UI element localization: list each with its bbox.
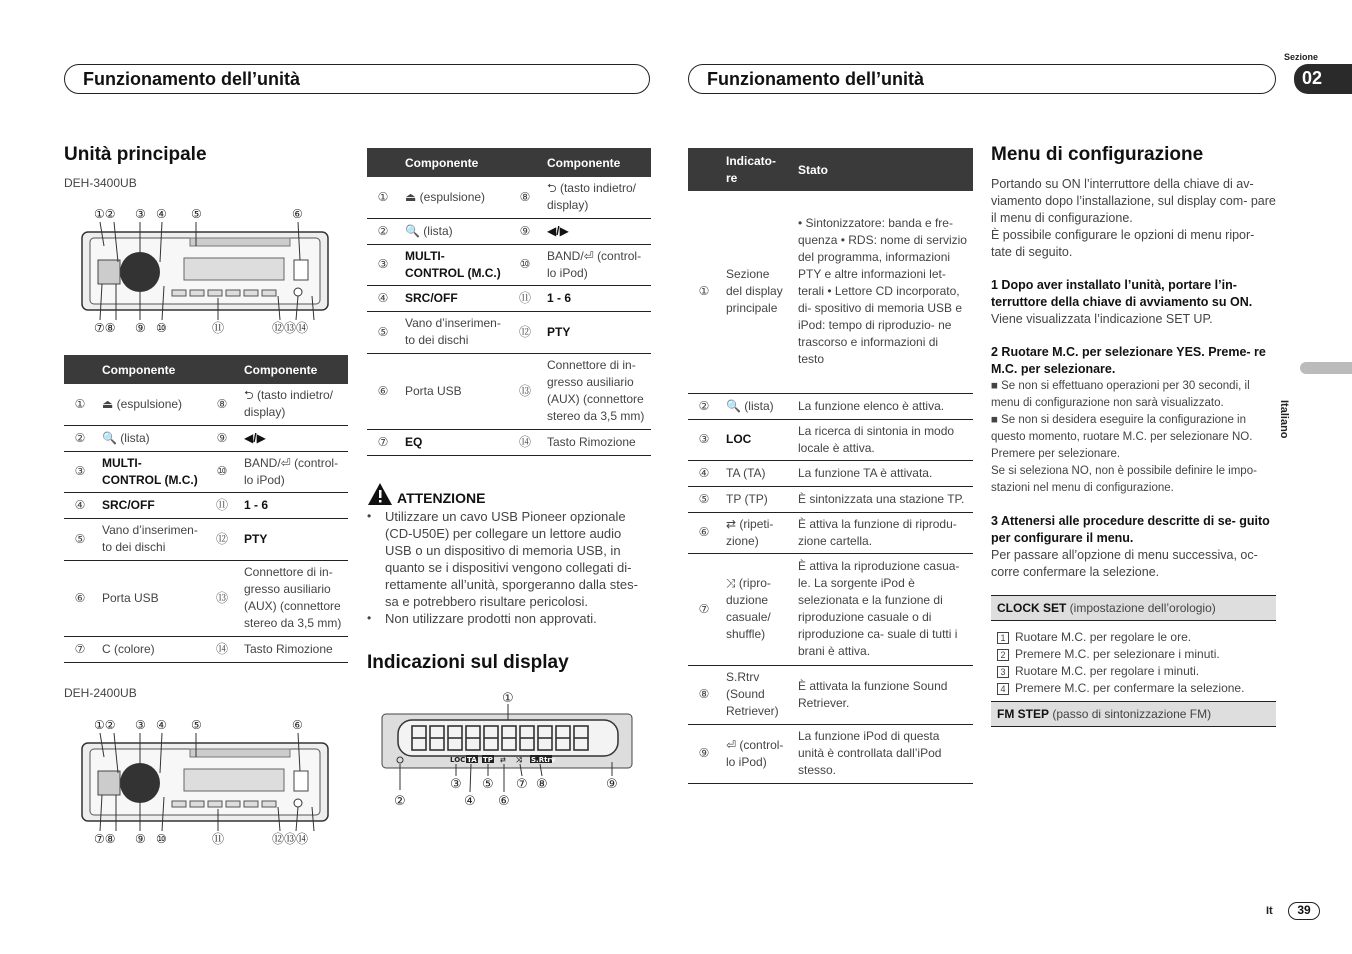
step-text: Ruotare M.C. per regolare le ore. bbox=[1015, 630, 1192, 644]
row-num: ④ bbox=[367, 285, 399, 311]
row-component: Connettore di in- gresso ausiliario (AUX) (connettore stereo da 3,5 mm) bbox=[541, 353, 651, 429]
row-component: PTY bbox=[238, 518, 348, 560]
row-num: ⑬ bbox=[509, 353, 541, 429]
language-tab-label: Italiano bbox=[1278, 400, 1290, 439]
row-num: ④ bbox=[64, 492, 96, 518]
row-state: È attiva la riproduzione casua- le. La sorgente iPod è selezionata e la funzione di riproduzione casuale o di riproduzione ca- suale di tutti i brani è attiva. bbox=[792, 553, 973, 665]
svg-text:⑫⑬⑭: ⑫⑬⑭ bbox=[272, 321, 309, 335]
table-row bbox=[688, 460, 973, 486]
table2-header-2: Componente bbox=[541, 148, 651, 177]
svg-text:⇄: ⇄ bbox=[500, 756, 506, 764]
list-item bbox=[991, 646, 1276, 663]
row-num: ⑨ bbox=[688, 724, 720, 783]
clock-set-header bbox=[991, 595, 1276, 621]
svg-text:⑫⑬⑭: ⑫⑬⑭ bbox=[272, 832, 309, 846]
svg-text:⑨: ⑨ bbox=[135, 321, 146, 335]
caution-item: • Non utilizzare prodotti non approvati. bbox=[367, 610, 651, 627]
table-row bbox=[367, 429, 651, 455]
row-num: ⑪ bbox=[509, 285, 541, 311]
svg-text:⑦⑧: ⑦⑧ bbox=[94, 321, 116, 335]
row-num: ⑥ bbox=[64, 560, 96, 636]
row-num: ⑭ bbox=[509, 429, 541, 455]
caution-title: ATTENZIONE bbox=[397, 490, 486, 506]
table-row bbox=[367, 285, 651, 311]
row-num: ⑭ bbox=[206, 636, 238, 662]
svg-text:⑪: ⑪ bbox=[212, 832, 225, 846]
page-number: 39 bbox=[1288, 902, 1320, 920]
fm-step-label: FM STEP bbox=[997, 707, 1050, 721]
svg-text:⑦: ⑦ bbox=[516, 777, 528, 792]
svg-text:S.Rtrv: S.Rtrv bbox=[531, 756, 556, 764]
row-num: ⑦ bbox=[688, 553, 720, 665]
fm-step-desc: (passo di sintonizzazione FM) bbox=[1049, 707, 1212, 721]
row-state: La ricerca di sintonia in modo locale è attiva. bbox=[792, 419, 973, 460]
svg-text:①②: ①② bbox=[94, 718, 116, 732]
row-num: ⑩ bbox=[206, 451, 238, 492]
row-num: ⑥ bbox=[367, 353, 399, 429]
row-num: ⑨ bbox=[206, 425, 238, 451]
indicator-header: Indicato- re bbox=[720, 148, 792, 191]
list-item bbox=[991, 629, 1276, 646]
indicator-table bbox=[688, 148, 973, 784]
row-state: La funzione TA è attivata. bbox=[792, 460, 973, 486]
section-number-badge: 02 bbox=[1294, 64, 1352, 94]
row-state: È attiva la funzione di riprodu- zione cartella. bbox=[792, 512, 973, 553]
fm-step-header bbox=[991, 701, 1276, 727]
row-num: ⑦ bbox=[367, 429, 399, 455]
component-table-1 bbox=[64, 355, 348, 663]
row-num: ③ bbox=[688, 419, 720, 460]
row-num: ② bbox=[64, 425, 96, 451]
row-component: 🔍 (lista) bbox=[96, 425, 206, 451]
warning-icon bbox=[367, 482, 393, 506]
setup-menu-section bbox=[991, 144, 1276, 727]
row-indicator: S.Rtrv (Sound Retriever) bbox=[720, 665, 792, 724]
table-row bbox=[688, 724, 973, 783]
step-2-note-3: Se si seleziona NO, non è possibile definire le impo- stazioni nel menu di configurazione. bbox=[991, 465, 1257, 494]
row-component: ⮌ (tasto indietro/ display) bbox=[541, 177, 651, 218]
svg-text:⑨: ⑨ bbox=[606, 777, 618, 792]
svg-text:⑩: ⑩ bbox=[156, 321, 167, 335]
row-component: EQ bbox=[399, 429, 509, 455]
row-num: ② bbox=[367, 218, 399, 244]
table1-header-2: Componente bbox=[238, 355, 348, 384]
row-num: ③ bbox=[367, 244, 399, 285]
row-num: ⑤ bbox=[688, 486, 720, 512]
section-label: Sezione bbox=[1284, 52, 1319, 62]
row-component: SRC/OFF bbox=[96, 492, 206, 518]
row-num: ⑬ bbox=[206, 560, 238, 636]
main-unit-title: Unità principale bbox=[64, 144, 207, 165]
step-3-text: Per passare all’opzione di menu successiva, oc- corre confermare la selezione. bbox=[991, 548, 1258, 579]
row-indicator: ⇄ (ripeti- zione) bbox=[720, 512, 792, 553]
row-component: 1 - 6 bbox=[541, 285, 651, 311]
svg-text:⤨: ⤨ bbox=[516, 756, 522, 764]
row-component: Tasto Rimozione bbox=[238, 636, 348, 662]
svg-text:②: ② bbox=[394, 794, 406, 809]
row-indicator: ⤨ (ripro- duzione casuale/ shuffle) bbox=[720, 553, 792, 665]
list-item bbox=[991, 663, 1276, 680]
setup-menu-title: Menu di configurazione bbox=[991, 144, 1204, 165]
svg-text:①②: ①② bbox=[94, 207, 116, 221]
row-indicator: 🔍 (lista) bbox=[720, 393, 792, 419]
svg-text:⑩: ⑩ bbox=[156, 832, 167, 846]
table-row bbox=[64, 492, 348, 518]
row-indicator: ⏎ (control- lo iPod) bbox=[720, 724, 792, 783]
row-state: È attivata la funzione Sound Retriever. bbox=[792, 665, 973, 724]
table-row bbox=[64, 425, 348, 451]
table2-header-1: Componente bbox=[399, 148, 509, 177]
table-row bbox=[64, 451, 348, 492]
row-component: MULTI-CONTROL (M.C.) bbox=[96, 451, 206, 492]
row-component: ⏏ (espulsione) bbox=[399, 177, 509, 218]
row-state: La funzione iPod di questa unità è controllata dall’iPod stesso. bbox=[792, 724, 973, 783]
caution-item-text: Non utilizzare prodotti non approvati. bbox=[385, 611, 597, 626]
table-row bbox=[688, 512, 973, 553]
table-row bbox=[367, 353, 651, 429]
row-component: Connettore di in- gresso ausiliario (AUX) (connettore stereo da 3,5 mm) bbox=[238, 560, 348, 636]
radio-faceplate-drawing-2 bbox=[80, 715, 340, 847]
row-num: ⑧ bbox=[509, 177, 541, 218]
table1-header-1: Componente bbox=[96, 355, 206, 384]
row-indicator: LOC bbox=[720, 419, 792, 460]
table-row bbox=[688, 486, 973, 512]
step-text: Premere M.C. per confermare la selezione. bbox=[1015, 681, 1245, 695]
svg-text:⑤: ⑤ bbox=[191, 718, 202, 732]
row-component: ⮌ (tasto indietro/ display) bbox=[238, 384, 348, 425]
svg-text:⑦⑧: ⑦⑧ bbox=[94, 832, 116, 846]
table-row bbox=[64, 636, 348, 662]
radio-faceplate-drawing bbox=[80, 204, 340, 336]
row-num: ⑤ bbox=[64, 518, 96, 560]
svg-text:TP: TP bbox=[483, 756, 493, 764]
row-num: ① bbox=[64, 384, 96, 425]
step-1-text: Viene visualizzata l’indicazione SET UP. bbox=[991, 312, 1213, 326]
svg-text:LOC: LOC bbox=[450, 756, 466, 764]
step-number: 3 bbox=[997, 666, 1009, 678]
svg-text:⑨: ⑨ bbox=[135, 832, 146, 846]
row-state: La funzione elenco è attiva. bbox=[792, 393, 973, 419]
row-num: ⑥ bbox=[688, 512, 720, 553]
step-2-note-2: ■ Se non si desidera eseguire la configurazione in questo momento, ruotare M.C. per selezionare NO. Premere per selezionare. bbox=[991, 414, 1253, 460]
row-num: ⑧ bbox=[206, 384, 238, 425]
svg-text:③: ③ bbox=[135, 718, 146, 732]
svg-text:④: ④ bbox=[464, 794, 476, 809]
svg-text:③: ③ bbox=[135, 207, 146, 221]
row-num: ⑪ bbox=[206, 492, 238, 518]
svg-text:⑧: ⑧ bbox=[536, 777, 548, 792]
display-section-title: Indicazioni sul display bbox=[367, 652, 569, 673]
row-component: SRC/OFF bbox=[399, 285, 509, 311]
row-component: Vano d’inserimen- to dei dischi bbox=[399, 311, 509, 353]
svg-text:③: ③ bbox=[450, 777, 462, 792]
step-3-title: 3 Attenersi alle procedure descritte di se- guito per configurare il menu. bbox=[991, 514, 1270, 545]
row-num: ⑨ bbox=[509, 218, 541, 244]
svg-text:④: ④ bbox=[156, 718, 167, 732]
radio-illustration-1 bbox=[80, 204, 340, 336]
svg-text:TA: TA bbox=[467, 756, 477, 764]
svg-text:⑪: ⑪ bbox=[212, 321, 225, 335]
row-state: È sintonizzata una stazione TP. bbox=[792, 486, 973, 512]
row-component: MULTI-CONTROL (M.C.) bbox=[399, 244, 509, 285]
caution-box bbox=[367, 482, 651, 627]
row-component: BAND/⏎ (control- lo iPod) bbox=[541, 244, 651, 285]
component-table-2 bbox=[367, 148, 651, 456]
svg-text:⑥: ⑥ bbox=[292, 718, 303, 732]
step-2-title: 2 Ruotare M.C. per selezionare YES. Preme- re M.C. per selezionare. bbox=[991, 345, 1266, 376]
right-header-title: Funzionamento dell’unità bbox=[688, 64, 1276, 94]
svg-text:④: ④ bbox=[156, 207, 167, 221]
setup-intro-1: Portando su ON l’interruttore della chiave di av- viamento dopo l’installazione, sul display com- pare il menu di configurazione. bbox=[991, 177, 1276, 225]
row-indicator: Sezione del display principale bbox=[720, 191, 792, 393]
row-component: PTY bbox=[541, 311, 651, 353]
model-1-label: DEH-3400UB bbox=[64, 176, 137, 190]
row-component: Tasto Rimozione bbox=[541, 429, 651, 455]
row-num: ① bbox=[367, 177, 399, 218]
row-num: ⑤ bbox=[367, 311, 399, 353]
svg-text:⑤: ⑤ bbox=[191, 207, 202, 221]
row-component: BAND/⏎ (control- lo iPod) bbox=[238, 451, 348, 492]
row-component: C (colore) bbox=[96, 636, 206, 662]
table-row bbox=[367, 177, 651, 218]
table-row bbox=[688, 553, 973, 665]
row-num: ⑩ bbox=[509, 244, 541, 285]
row-component: ⏏ (espulsione) bbox=[96, 384, 206, 425]
row-component: Porta USB bbox=[399, 353, 509, 429]
footer-lang: It bbox=[1266, 905, 1273, 917]
radio-illustration-2 bbox=[80, 715, 340, 847]
lcd-display-drawing bbox=[380, 688, 640, 810]
svg-text:⑤: ⑤ bbox=[482, 777, 494, 792]
table-row bbox=[688, 393, 973, 419]
table-row bbox=[367, 311, 651, 353]
svg-text:⑥: ⑥ bbox=[292, 207, 303, 221]
row-component: Vano d’inserimen- to dei dischi bbox=[96, 518, 206, 560]
table-row bbox=[64, 518, 348, 560]
list-item bbox=[991, 680, 1276, 697]
language-tab-marker bbox=[1300, 362, 1352, 374]
step-2-note-1: ■ Se non si effettuano operazioni per 30 secondi, il menu di configurazione non sarà visualizzato. bbox=[991, 380, 1250, 409]
model-2-label: DEH-2400UB bbox=[64, 686, 137, 700]
table-row bbox=[367, 218, 651, 244]
caution-item-text: Utilizzare un cavo USB Pioneer opzionale (CD-U50E) per collegare un lettore audio USB o un dispositivo di memoria USB, in quanto se i dispositivi vengono collegati di- rettamente all’unità, sporgeranno dalla stes- sa e potrebbero risultare pericolosi. bbox=[385, 509, 638, 609]
row-num: ④ bbox=[688, 460, 720, 486]
table-row bbox=[688, 419, 973, 460]
clock-set-label: CLOCK SET bbox=[997, 601, 1067, 615]
row-indicator: TP (TP) bbox=[720, 486, 792, 512]
display-illustration bbox=[380, 688, 640, 810]
table-row bbox=[688, 191, 973, 393]
step-text: Premere M.C. per selezionare i minuti. bbox=[1015, 647, 1220, 661]
row-state: • Sintonizzatore: banda e fre- quenza • RDS: nome di servizio del programma, informazioni PTY e altre informazioni let- terali • Lettore CD incorporato, di- spositivo di memoria USB e iPod: tempo di riproduzio- ne trascorso e informazioni di testo bbox=[792, 191, 973, 393]
row-component: ◀/▶ bbox=[541, 218, 651, 244]
clock-set-desc: (impostazione dell’orologio) bbox=[1066, 601, 1216, 615]
table-row bbox=[367, 244, 651, 285]
table-row bbox=[64, 384, 348, 425]
row-num: ③ bbox=[64, 451, 96, 492]
row-num: ⑫ bbox=[206, 518, 238, 560]
step-1-title: 1 Dopo aver installato l’unità, portare l’in- terruttore della chiave di avviamento su ON. bbox=[991, 278, 1253, 309]
row-component: 🔍 (lista) bbox=[399, 218, 509, 244]
row-num: ⑫ bbox=[509, 311, 541, 353]
row-indicator: TA (TA) bbox=[720, 460, 792, 486]
left-header-title: Funzionamento dell’unità bbox=[64, 64, 650, 94]
row-num: ① bbox=[688, 191, 720, 393]
step-number: 2 bbox=[997, 649, 1009, 661]
row-num: ⑧ bbox=[688, 665, 720, 724]
svg-text:①: ① bbox=[502, 691, 514, 706]
step-number: 1 bbox=[997, 632, 1009, 644]
step-number: 4 bbox=[997, 683, 1009, 695]
setup-intro-2: È possibile configurare le opzioni di menu ripor- tate di seguito. bbox=[991, 228, 1255, 259]
status-header: Stato bbox=[792, 148, 973, 191]
svg-text:⑥: ⑥ bbox=[498, 794, 510, 809]
row-num: ② bbox=[688, 393, 720, 419]
table-row bbox=[688, 665, 973, 724]
table-row bbox=[64, 560, 348, 636]
row-component: ◀/▶ bbox=[238, 425, 348, 451]
row-num: ⑦ bbox=[64, 636, 96, 662]
caution-item: • Utilizzare un cavo USB Pioneer opzionale (CD-U50E) per collegare un lettore audio USB o un dispositivo di memoria USB, in quanto se i dispositivi vengono collegati di- rettamente all’unità, sporgeranno dalla stes- sa e potrebbero risultare pericolosi. bbox=[367, 508, 651, 610]
row-component: Porta USB bbox=[96, 560, 206, 636]
row-component: 1 - 6 bbox=[238, 492, 348, 518]
clock-steps-list bbox=[991, 629, 1276, 697]
step-text: Ruotare M.C. per regolare i minuti. bbox=[1015, 664, 1200, 678]
